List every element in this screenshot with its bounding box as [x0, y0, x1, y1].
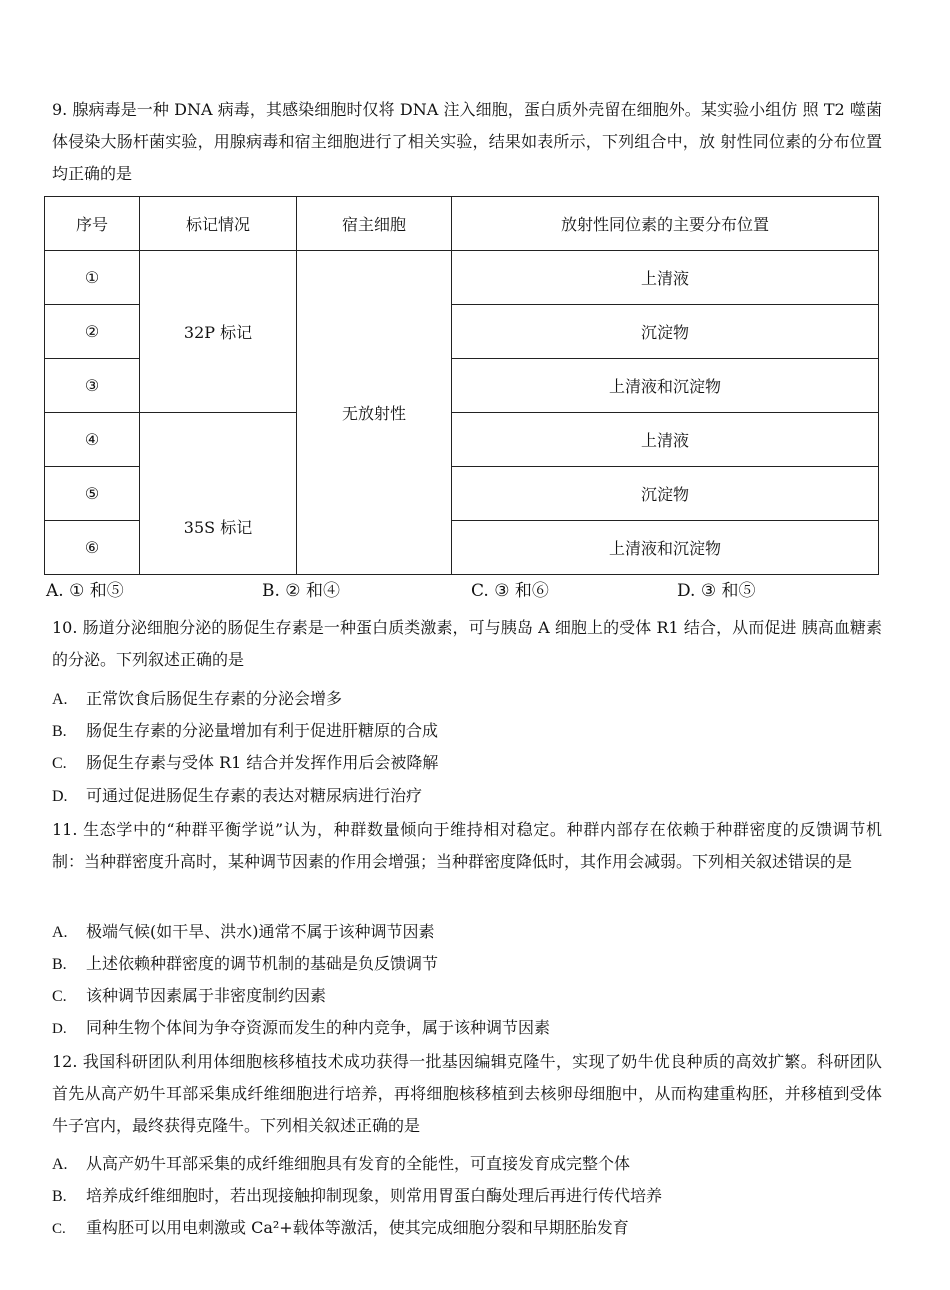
row-number: ① [45, 251, 140, 305]
label-35s-cell: 35S 标记 [140, 413, 297, 575]
table-header-row [45, 197, 879, 251]
option-row [52, 986, 892, 1007]
option-row [52, 1154, 892, 1175]
position-cell: 上清液和沉淀物 [452, 359, 879, 413]
option-text: 可通过促进肠促生存素的表达对糖尿病进行治疗 [86, 786, 423, 805]
question-11-stem: 11. 生态学中的“种群平衡学说”认为，种群数量倾向于维持相对稳定。种群内部存在依赖于种群密度的反馈调节机制：当种群密度升高时，某种调节因素的作用会增强；当种群密度降低时，其作用会减弱。下列相关叙述错误的是 [52, 820, 882, 871]
answer-option-d: D. ③ 和⑤ [677, 581, 756, 601]
label-32p-cell: 32P 标记 [140, 251, 297, 413]
header-cell: 宿主细胞 [297, 197, 452, 251]
option-label: A. [52, 924, 68, 941]
option-text: 正常饮食后肠促生存素的分泌会增多 [86, 689, 343, 708]
answer-option-c: C. ③ 和⑥ [471, 581, 549, 601]
question-9-stem: 9. 腺病毒是一种 DNA 病毒，其感染细胞时仅将 DNA 注入细胞，蛋白质外壳留在细胞外。某实验小组仿 照 T2 噬菌体侵染大肠杆菌实验，用腺病毒和宿主细胞进行了相关实验，结果如表所示，下列组合中，放 射性同位素的分布位置均正确的是 [52, 100, 882, 183]
option-row [52, 689, 892, 710]
option-row [52, 922, 892, 943]
row-number: ⑥ [45, 521, 140, 575]
header-cell: 放射性同位素的主要分布位置 [452, 197, 879, 251]
position-cell: 上清液 [452, 413, 879, 467]
option-text: 重构胚可以用电刺激或 Ca²+载体等激活，使其完成细胞分裂和早期胚胎发育 [86, 1218, 629, 1237]
option-text: 肠促生存素的分泌量增加有利于促进肝糖原的合成 [86, 721, 439, 740]
row-number: ③ [45, 359, 140, 413]
option-text: 培养成纤维细胞时，若出现接触抑制现象，则常用胃蛋白酶处理后再进行传代培养 [86, 1186, 663, 1205]
results-table [44, 196, 879, 575]
question-12-stem: 12. 我国科研团队利用体细胞核移植技术成功获得一批基因编辑克隆牛，实现了奶牛优良种质的高效扩繁。科研团队首先从高产奶牛耳部采集成纤维细胞进行培养，再将细胞核移植到去核卵母细胞中，从而构建重构胚，并移植到受体牛子宫内，最终获得克隆牛。下列相关叙述正确的是 [52, 1052, 882, 1135]
option-row [52, 1018, 892, 1039]
option-label: A. [52, 1156, 68, 1173]
host-cell: 无放射性 [297, 251, 452, 575]
option-row [52, 753, 892, 774]
option-label: C. [52, 755, 67, 772]
option-label: C. [52, 1221, 66, 1237]
option-text: 上述依赖种群密度的调节机制的基础是负反馈调节 [86, 954, 439, 973]
option-text: 从高产奶牛耳部采集的成纤维细胞具有发育的全能性，可直接发育成完整个体 [86, 1154, 631, 1173]
question-10-stem: 10. 肠道分泌细胞分泌的肠促生存素是一种蛋白质类激素，可与胰岛 A 细胞上的受体 R1 结合，从而促进 胰高血糖素的分泌。下列叙述正确的是 [52, 618, 882, 669]
option-label: D. [52, 1021, 67, 1037]
option-label: B. [52, 723, 67, 740]
position-cell: 上清液和沉淀物 [452, 521, 879, 575]
option-label: D. [52, 788, 68, 805]
option-row [52, 954, 892, 975]
option-label: C. [52, 988, 67, 1005]
row-number: ⑤ [45, 467, 140, 521]
position-cell: 沉淀物 [452, 305, 879, 359]
answer-option-b: B. ② 和④ [262, 581, 340, 601]
header-cell: 序号 [45, 197, 140, 251]
header-cell: 标记情况 [140, 197, 297, 251]
option-row [52, 1218, 892, 1239]
table-row [45, 251, 879, 305]
position-cell: 上清液 [452, 251, 879, 305]
row-number: ④ [45, 413, 140, 467]
row-number: ② [45, 305, 140, 359]
option-label: B. [52, 1188, 67, 1205]
option-text: 同种生物个体间为争夺资源而发生的种内竞争，属于该种调节因素 [86, 1018, 551, 1037]
option-row [52, 721, 892, 742]
option-row [52, 1186, 892, 1207]
option-row [52, 786, 892, 807]
option-label: B. [52, 956, 67, 973]
option-text: 该种调节因素属于非密度制约因素 [86, 986, 327, 1005]
option-text: 极端气候(如干旱、洪水)通常不属于该种调节因素 [86, 922, 435, 941]
position-cell: 沉淀物 [452, 467, 879, 521]
option-text: 肠促生存素与受体 R1 结合并发挥作用后会被降解 [86, 753, 439, 772]
option-label: A. [52, 691, 68, 708]
table-row [45, 413, 879, 467]
answer-option-a: A. ① 和⑤ [46, 581, 124, 601]
